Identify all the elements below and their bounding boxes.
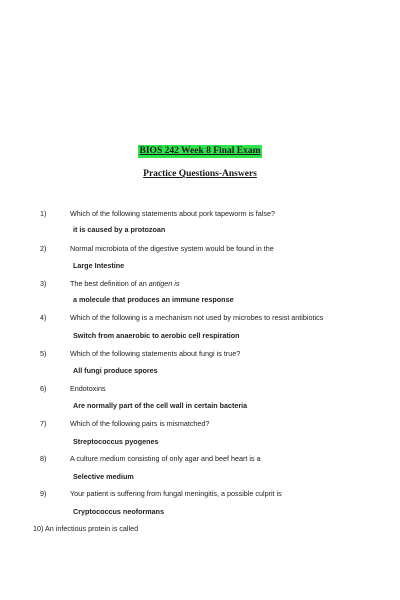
question-text: Which of the following pairs is mismatched? xyxy=(70,419,210,428)
answer-8: Selective medium xyxy=(73,472,134,481)
question-text: An infectious protein is called xyxy=(45,524,139,533)
question-text: Which of the following statements about fungi is true? xyxy=(70,349,241,358)
question-text xyxy=(70,279,180,289)
question-text: Which of the following statements about pork tapeworm is false? xyxy=(70,209,275,218)
answer-9: Cryptococcus neoformans xyxy=(73,507,165,516)
subtitle-wrap xyxy=(0,163,400,181)
question-number: 6) xyxy=(40,384,47,393)
question-number: 8) xyxy=(40,454,47,463)
question-number: 5) xyxy=(40,349,47,358)
question-text-plain: The best definition of an xyxy=(70,279,149,288)
question-10 xyxy=(33,524,138,534)
question-text: Endotoxins xyxy=(70,384,106,393)
answer-6: Are normally part of the cell wall in certain bacteria xyxy=(73,401,248,410)
answer-7: Streptococcus pyogenes xyxy=(73,437,159,446)
answer-2: Large Intestine xyxy=(73,261,125,270)
title-wrap xyxy=(0,140,400,158)
question-number: 2) xyxy=(40,244,47,253)
page-subtitle: Practice Questions-Answers xyxy=(143,169,257,179)
question-text: Normal microbiota of the digestive system would be found in the xyxy=(70,244,274,253)
question-number: 1) xyxy=(40,209,47,218)
question-text: Which of the following is a mechanism not used by microbes to resist antibiotics xyxy=(70,313,324,322)
question-number: 3) xyxy=(40,279,47,288)
answer-4: Switch from anaerobic to aerobic cell respiration xyxy=(73,331,240,340)
question-number: 4) xyxy=(40,313,47,322)
question-number: 7) xyxy=(40,419,47,428)
answer-5: All fungi produce spores xyxy=(73,366,158,375)
question-text-italic: antigen is xyxy=(148,279,180,288)
answer-3: a molecule that produces an immune response xyxy=(73,295,234,304)
question-number: 10) xyxy=(33,524,44,533)
question-text: Your patient is suffering from fungal meningitis, a possible culprit is xyxy=(70,489,282,498)
question-text: A culture medium consisting of only agar and beef heart is a xyxy=(70,454,261,463)
question-number: 9) xyxy=(40,489,47,498)
answer-1: it is caused by a protozoan xyxy=(73,225,166,234)
page-title: BIOS 242 Week 8 Final Exam xyxy=(139,146,261,156)
